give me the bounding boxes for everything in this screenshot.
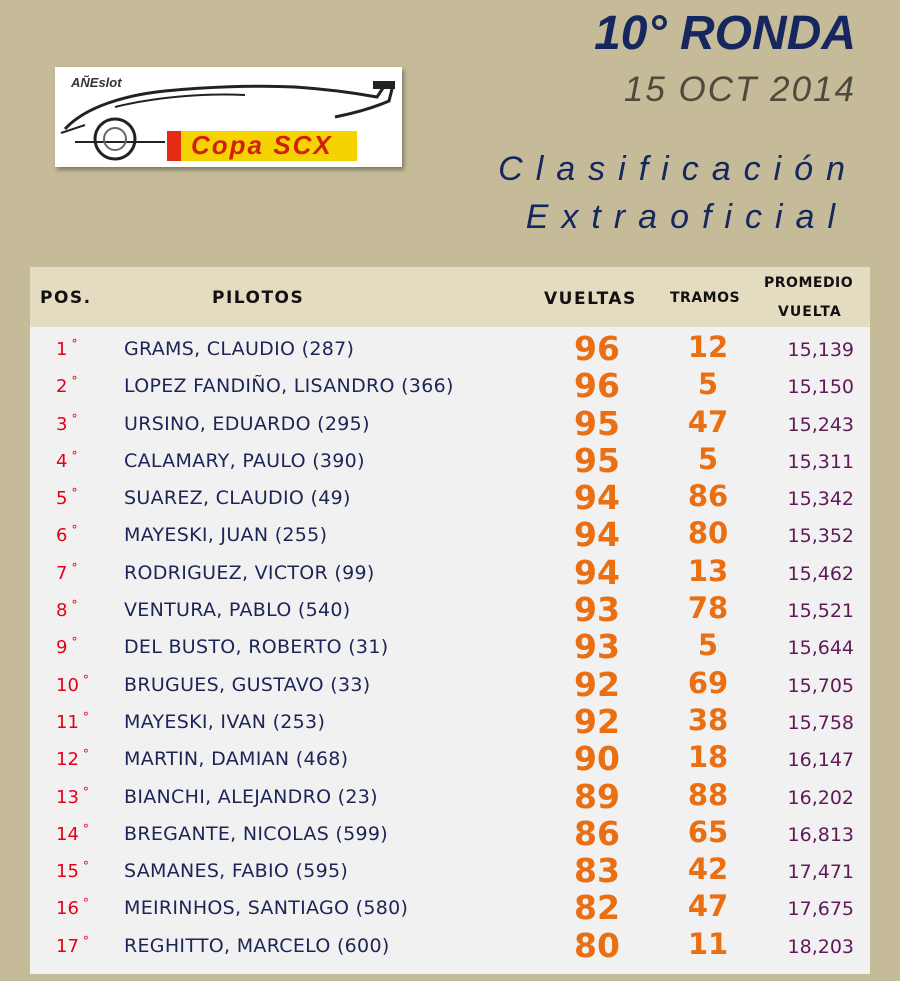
- table-row: [30, 702, 870, 739]
- header-pilots: PILOTOS: [212, 288, 305, 308]
- table-row: [30, 739, 870, 779]
- row-position: [56, 448, 78, 472]
- row-pilot-name: MEIRINHOS, SANTIAGO (580): [124, 897, 409, 920]
- row-pilot-name: BIANCHI, ALEJANDRO (23): [124, 785, 378, 808]
- round-title: 10° RONDA: [594, 7, 856, 60]
- position-number: 16: [56, 898, 79, 920]
- degree-sign: °: [82, 821, 89, 836]
- row-laps: 92: [574, 701, 620, 741]
- position-number: 11: [56, 711, 79, 733]
- row-average-lap: 15,311: [787, 450, 854, 473]
- table-row: [30, 590, 870, 630]
- row-position: [56, 933, 89, 957]
- position-number: 8: [56, 600, 68, 622]
- brand-text: Copa SCX: [191, 130, 333, 160]
- row-sections: 65: [687, 814, 729, 849]
- row-position: [56, 898, 89, 919]
- table-row: [30, 404, 870, 441]
- row-laps: 94: [574, 552, 620, 592]
- table-row: [30, 553, 870, 590]
- position-number: 12: [56, 749, 79, 771]
- degree-sign: °: [82, 784, 89, 799]
- row-pilot-name: BRUGUES, GUSTAVO (33): [124, 673, 371, 696]
- header-sections: TRAMOS: [670, 290, 741, 306]
- row-laps: 96: [574, 329, 620, 368]
- position-number: 6: [56, 525, 68, 547]
- row-average-lap: 15,521: [787, 600, 854, 623]
- row-average-lap: 15,462: [787, 562, 854, 585]
- row-sections: 69: [687, 665, 729, 700]
- row-laps: 95: [574, 440, 620, 480]
- row-position: [56, 411, 78, 435]
- position-number: 3: [56, 413, 68, 435]
- row-position: [56, 525, 77, 546]
- table-row: [30, 627, 870, 667]
- position-number: 15: [56, 861, 79, 883]
- row-laps: 94: [574, 478, 620, 518]
- table-row: [30, 665, 870, 702]
- row-average-lap: 15,243: [787, 413, 854, 436]
- position-number: 9: [56, 637, 68, 659]
- row-laps: 86: [574, 813, 620, 853]
- row-position: [56, 488, 77, 509]
- row-pilot-name: LOPEZ FANDIÑO, LISANDRO (366): [124, 375, 454, 398]
- degree-sign: °: [71, 337, 78, 351]
- row-pilot-name: MARTIN, DAMIAN (468): [124, 748, 349, 771]
- degree-sign: °: [82, 672, 89, 687]
- row-sections: 47: [687, 889, 729, 924]
- table-row: [30, 478, 870, 518]
- row-pilot-name: DEL BUSTO, ROBERTO (31): [124, 636, 389, 659]
- position-number: 7: [56, 562, 68, 584]
- header-average-line1: PROMEDIO: [764, 275, 854, 291]
- header-pos: POS.: [40, 288, 92, 308]
- row-laps: 94: [574, 515, 620, 555]
- position-number: 1: [56, 339, 68, 360]
- copa-scx-logo: [55, 67, 402, 167]
- row-average-lap: 15,352: [787, 525, 854, 548]
- row-laps: 92: [574, 664, 620, 704]
- degree-sign: °: [71, 448, 78, 463]
- degree-sign: °: [71, 411, 78, 426]
- table-body: [30, 329, 870, 963]
- row-sections: 38: [687, 702, 729, 737]
- row-position: [56, 600, 77, 621]
- row-position: [56, 560, 78, 584]
- row-position: [56, 637, 77, 658]
- degree-sign: °: [71, 560, 78, 575]
- row-average-lap: 15,150: [787, 376, 854, 399]
- table-row: [30, 329, 870, 366]
- row-laps: 95: [574, 403, 620, 443]
- table-row: [30, 888, 870, 928]
- row-laps: 80: [574, 925, 620, 965]
- classification-title-line2: Extraoficial: [525, 198, 848, 236]
- row-average-lap: 16,202: [787, 786, 854, 809]
- row-laps: 89: [574, 776, 620, 816]
- row-pilot-name: URSINO, EDUARDO (295): [124, 412, 370, 435]
- row-average-lap: 15,644: [787, 637, 854, 660]
- row-position: [56, 709, 89, 733]
- position-number: 4: [56, 450, 68, 472]
- row-pilot-name: SAMANES, FABIO (595): [124, 860, 349, 883]
- row-average-lap: 15,139: [787, 339, 854, 361]
- row-pilot-name: BREGANTE, NICOLAS (599): [124, 822, 389, 845]
- brand-badge: [167, 131, 357, 161]
- row-average-lap: 15,342: [787, 488, 854, 511]
- row-laps: 93: [574, 627, 620, 667]
- row-sections: 18: [687, 740, 729, 775]
- row-position: [56, 861, 89, 882]
- club-logo-text: AÑEslot: [71, 75, 122, 90]
- table-row: [30, 926, 870, 963]
- table-row: [30, 814, 870, 851]
- degree-sign: °: [82, 747, 89, 762]
- degree-sign: °: [71, 598, 78, 613]
- row-sections: 12: [687, 330, 729, 364]
- position-number: 5: [56, 488, 68, 510]
- table-row: [30, 366, 870, 406]
- row-laps: 82: [574, 888, 620, 928]
- degree-sign: °: [71, 523, 78, 538]
- row-sections: 5: [697, 628, 719, 663]
- row-laps: 83: [574, 851, 620, 891]
- classification-title-line1: Clasificación: [498, 150, 858, 188]
- table-row: [30, 777, 870, 814]
- row-laps: 96: [574, 366, 620, 406]
- row-position: [56, 784, 89, 808]
- row-sections: 86: [687, 479, 729, 514]
- standings-table: [30, 267, 870, 974]
- position-number: 2: [56, 376, 68, 398]
- position-number: 13: [56, 786, 79, 808]
- table-row: [30, 515, 870, 555]
- position-number: 17: [56, 935, 79, 957]
- row-pilot-name: MAYESKI, IVAN (253): [124, 710, 326, 733]
- degree-sign: °: [82, 859, 89, 874]
- row-average-lap: 17,471: [787, 861, 854, 884]
- row-pilot-name: SUAREZ, CLAUDIO (49): [124, 487, 351, 510]
- table-row: [30, 441, 870, 478]
- degree-sign: °: [82, 933, 89, 948]
- degree-sign: °: [71, 486, 78, 501]
- row-pilot-name: REGHITTO, MARCELO (600): [124, 934, 390, 957]
- row-sections: 88: [687, 777, 729, 812]
- row-pilot-name: VENTURA, PABLO (540): [124, 599, 351, 622]
- position-number: 10: [56, 674, 79, 696]
- row-sections: 5: [697, 441, 719, 476]
- row-sections: 80: [687, 516, 729, 551]
- degree-sign: °: [82, 896, 89, 911]
- row-average-lap: 16,147: [787, 749, 854, 772]
- row-position: [56, 339, 77, 360]
- row-pilot-name: GRAMS, CLAUDIO (287): [124, 338, 355, 360]
- row-laps: 90: [574, 739, 620, 779]
- header-laps: VUELTAS: [544, 289, 637, 309]
- row-position: [56, 821, 89, 845]
- degree-sign: °: [82, 709, 89, 724]
- row-sections: 11: [687, 926, 729, 961]
- row-pilot-name: RODRIGUEZ, VICTOR (99): [124, 561, 375, 584]
- row-sections: 5: [697, 367, 719, 402]
- row-position: [56, 672, 89, 696]
- row-average-lap: 16,813: [787, 823, 854, 846]
- position-number: 14: [56, 823, 79, 845]
- table-row: [30, 851, 870, 891]
- row-sections: 47: [687, 404, 729, 439]
- row-pilot-name: MAYESKI, JUAN (255): [124, 524, 328, 547]
- table-header: [30, 267, 870, 327]
- row-average-lap: 15,705: [787, 674, 854, 697]
- row-average-lap: 18,203: [787, 935, 854, 958]
- row-sections: 13: [687, 553, 729, 588]
- row-position: [56, 376, 77, 397]
- row-sections: 78: [687, 591, 729, 626]
- row-position: [56, 749, 89, 770]
- degree-sign: °: [71, 635, 78, 650]
- event-date: 15 OCT 2014: [623, 70, 856, 109]
- row-sections: 42: [687, 852, 729, 887]
- header-average-line2: VUELTA: [778, 304, 842, 320]
- row-average-lap: 15,758: [787, 711, 854, 734]
- row-pilot-name: CALAMARY, PAULO (390): [124, 449, 365, 472]
- degree-sign: °: [71, 374, 78, 389]
- row-laps: 93: [574, 590, 620, 630]
- row-average-lap: 17,675: [787, 898, 854, 921]
